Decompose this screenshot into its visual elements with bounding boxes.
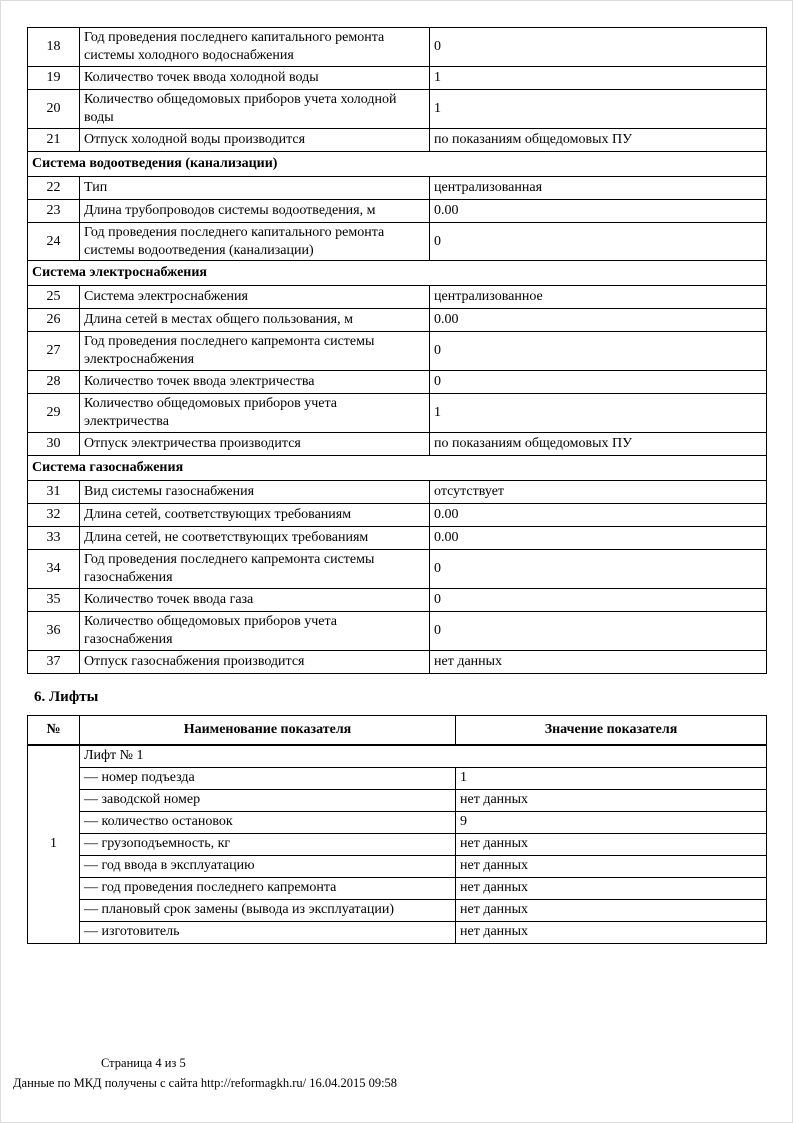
indicator-name-cell: Система электроснабжения [80,286,430,309]
indicator-value-cell: 0 [430,28,767,67]
indicator-row [28,176,767,199]
row-number-cell: 22 [28,176,80,199]
indicator-value-cell: по показаниям общедомовых ПУ [430,433,767,456]
lift-indicator-value-cell: нет данных [456,921,767,943]
row-number-cell: 34 [28,550,80,589]
indicator-row [28,481,767,504]
lift-indicator-value-cell: нет данных [456,899,767,921]
indicator-row [28,222,767,261]
lifts-table-body [28,745,767,943]
column-header-indicator-name: Наименование показателя [80,716,456,746]
data-source-label: Данные по МКД получены с сайта http://reformagkh.ru/ 16.04.2015 09:58 [13,1076,398,1090]
row-number-cell: 35 [28,588,80,611]
indicator-row [28,199,767,222]
indicator-row [28,128,767,151]
indicator-value-cell: 0 [430,332,767,371]
lift-indicator-value-cell: нет данных [456,877,767,899]
indicator-value-cell: нет данных [430,650,767,673]
lift-group-title-cell: Лифт № 1 [80,745,767,767]
indicator-row [28,550,767,589]
indicator-value-cell: 0.00 [430,199,767,222]
row-number-cell: 36 [28,611,80,650]
indicator-value-cell: 1 [430,89,767,128]
indicator-value-cell: 0 [430,588,767,611]
indicator-value-cell: централизованная [430,176,767,199]
indicator-value-cell: централизованное [430,286,767,309]
row-number-cell: 18 [28,28,80,67]
indicator-name-cell: Отпуск холодной воды производится [80,128,430,151]
indicator-name-cell: Год проведения последнего капитального ремонта системы холодного водоснабжения [80,28,430,67]
lift-indicator-value-cell: 1 [456,767,767,789]
row-number-cell: 23 [28,199,80,222]
lift-indicator-name-cell: — количество остановок [80,811,456,833]
indicator-value-cell: 1 [430,394,767,433]
indicator-name-cell: Длина сетей, соответствующих требованиям [80,504,430,527]
page-number-label: Страница 4 из 5 [101,1056,186,1070]
row-number-cell: 21 [28,128,80,151]
indicator-value-cell: 0.00 [430,504,767,527]
indicator-row [28,527,767,550]
indicator-row [28,66,767,89]
lifts-section-heading: 6. Лифты [34,689,99,705]
row-number-cell: 26 [28,309,80,332]
lift-indicator-name-cell: — заводской номер [80,789,456,811]
row-number-cell: 30 [28,433,80,456]
indicator-name-cell: Количество общедомовых приборов учета холодной воды [80,89,430,128]
indicator-name-cell: Отпуск газоснабжения производится [80,650,430,673]
row-number-cell: 29 [28,394,80,433]
lift-indicator-row [28,899,767,921]
lift-indicator-row [28,767,767,789]
lift-number-cell: 1 [28,745,80,943]
indicator-row [28,332,767,371]
lift-indicator-value-cell: 9 [456,811,767,833]
indicator-row [28,286,767,309]
indicator-name-cell: Количество точек ввода газа [80,588,430,611]
systems-indicators-table [27,27,767,674]
indicator-row [28,611,767,650]
indicator-name-cell: Тип [80,176,430,199]
row-number-cell: 27 [28,332,80,371]
lifts-table [27,715,767,944]
section-header-cell: Система электроснабжения [28,261,767,286]
row-number-cell: 32 [28,504,80,527]
indicator-value-cell: 0 [430,550,767,589]
lift-indicator-row [28,789,767,811]
lift-indicator-value-cell: нет данных [456,833,767,855]
row-number-cell: 20 [28,89,80,128]
indicator-row [28,309,767,332]
indicator-name-cell: Год проведения последнего капремонта системы электроснабжения [80,332,430,371]
indicator-name-cell: Год проведения последнего капремонта системы газоснабжения [80,550,430,589]
lift-indicator-name-cell: — грузоподъемность, кг [80,833,456,855]
systems-indicators-table-body [28,28,767,674]
indicator-name-cell: Длина сетей в местах общего пользования, м [80,309,430,332]
indicator-row [28,28,767,67]
lift-indicator-name-cell: — год ввода в эксплуатацию [80,855,456,877]
indicator-name-cell: Количество общедомовых приборов учета электричества [80,394,430,433]
column-header-indicator-value: Значение показателя [456,716,767,746]
indicator-value-cell: 0 [430,371,767,394]
indicator-name-cell: Вид системы газоснабжения [80,481,430,504]
lift-indicator-name-cell: — год проведения последнего капремонта [80,877,456,899]
indicator-name-cell: Год проведения последнего капитального ремонта системы водоотведения (канализации) [80,222,430,261]
lift-indicator-name-cell: — плановый срок замены (вывода из эксплуатации) [80,899,456,921]
section-row [28,151,767,176]
row-number-cell: 28 [28,371,80,394]
row-number-cell: 37 [28,650,80,673]
lift-indicator-value-cell: нет данных [456,789,767,811]
indicator-row [28,433,767,456]
lift-indicator-row [28,921,767,943]
indicator-row [28,504,767,527]
indicator-row [28,371,767,394]
indicator-value-cell: 0.00 [430,527,767,550]
indicator-value-cell: 1 [430,66,767,89]
lift-indicator-row [28,811,767,833]
indicator-value-cell: 0 [430,611,767,650]
section-header-cell: Система газоснабжения [28,456,767,481]
indicator-value-cell: по показаниям общедомовых ПУ [430,128,767,151]
lift-indicator-row [28,855,767,877]
lift-indicator-row [28,833,767,855]
row-number-cell: 33 [28,527,80,550]
section-row [28,456,767,481]
indicator-name-cell: Длина трубопроводов системы водоотведения, м [80,199,430,222]
indicator-name-cell: Количество точек ввода электричества [80,371,430,394]
indicator-row [28,650,767,673]
row-number-cell: 24 [28,222,80,261]
lift-indicator-name-cell: — номер подъезда [80,767,456,789]
indicator-value-cell: отсутствует [430,481,767,504]
row-number-cell: 31 [28,481,80,504]
indicator-row [28,89,767,128]
row-number-cell: 19 [28,66,80,89]
lift-indicator-name-cell: — изготовитель [80,921,456,943]
lift-indicator-row [28,877,767,899]
indicator-value-cell: 0.00 [430,309,767,332]
indicator-name-cell: Отпуск электричества производится [80,433,430,456]
indicator-name-cell: Количество точек ввода холодной воды [80,66,430,89]
lift-group-row [28,745,767,767]
indicator-name-cell: Количество общедомовых приборов учета газоснабжения [80,611,430,650]
row-number-cell: 25 [28,286,80,309]
indicator-row [28,394,767,433]
section-row [28,261,767,286]
section-header-cell: Система водоотведения (канализации) [28,151,767,176]
indicator-row [28,588,767,611]
lifts-table-header-row [28,716,767,746]
lift-indicator-value-cell: нет данных [456,855,767,877]
column-header-number: № [28,716,80,746]
indicator-value-cell: 0 [430,222,767,261]
indicator-name-cell: Длина сетей, не соответствующих требованиям [80,527,430,550]
